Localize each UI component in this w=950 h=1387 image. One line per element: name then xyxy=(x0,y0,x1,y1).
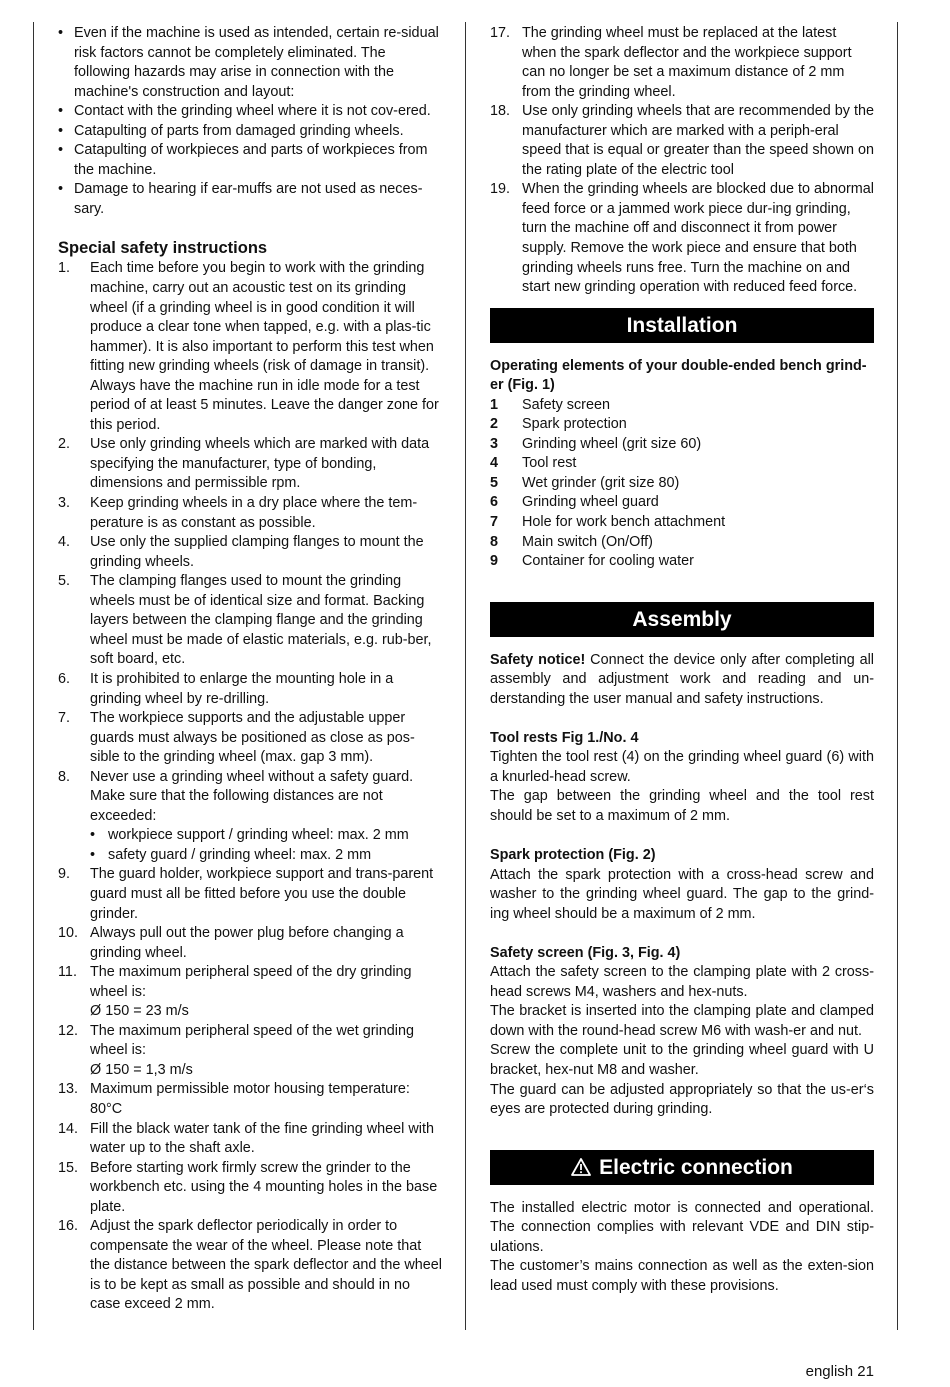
safety-item xyxy=(490,180,874,297)
part-item xyxy=(490,533,874,553)
item-number: 15. xyxy=(58,1159,79,1176)
part-label: Safety screen xyxy=(522,396,610,413)
safety-item xyxy=(490,102,874,180)
left-margin-rule xyxy=(33,22,34,1330)
safety-item xyxy=(58,494,442,533)
item-number: 17. xyxy=(490,25,511,41)
special-safety-list xyxy=(58,259,442,1315)
safety-screen-text: The guard can be adjusted appropriately so that the us-er‘s eyes are protected during grinding. xyxy=(490,1081,874,1118)
safety-item xyxy=(58,533,442,572)
item-text: The maximum peripheral speed of the dry grinding wheel is: xyxy=(90,964,412,1000)
part-number: 4 xyxy=(490,455,499,472)
item-number: 8. xyxy=(58,768,71,785)
item-number: 16. xyxy=(58,1218,79,1235)
item-number: 1. xyxy=(58,260,71,277)
assembly-heading: Assembly xyxy=(490,602,874,637)
safety-item xyxy=(58,435,442,494)
part-number: 3 xyxy=(490,435,499,452)
hazard-item: • Even if the machine is used as intended, certain re-sidual risk factors cannot be completely eliminated. The following hazards may arise in connection with the machine's construction and layout: xyxy=(58,24,442,102)
left-column xyxy=(58,24,442,1315)
item-number: 6. xyxy=(58,670,71,687)
part-number: 9 xyxy=(490,553,499,570)
item-number: 10. xyxy=(58,925,79,942)
item-number: 19. xyxy=(490,181,511,198)
item-text: The workpiece supports and the adjustable upper guards must always be positioned as close as pos-sible to the grinding wheel (max. gap 3 mm). xyxy=(90,710,415,766)
part-number: 1 xyxy=(490,396,499,413)
part-number: 8 xyxy=(490,533,499,550)
item-text: Never use a grinding wheel without a safety guard. Make sure that the following distances are not exceeded: xyxy=(90,768,414,824)
safety-item xyxy=(58,1080,442,1119)
item-text: The maximum peripheral speed of the wet grinding wheel is: xyxy=(90,1022,414,1059)
item-number: 13. xyxy=(58,1081,79,1098)
safety-screen-text: Screw the complete unit to the grinding wheel guard with U bracket, hex-nut M8 and washer. xyxy=(490,1042,874,1079)
item-number: 7. xyxy=(58,710,71,727)
part-number: 2 xyxy=(490,416,499,433)
safety-item xyxy=(58,1159,442,1218)
spark-protection-text: Attach the spark protection with a cross-head screw and washer to the grinding wheel guard. The gap to the grind-ing wheel should be a maximum of 2 mm. xyxy=(490,866,874,922)
item-text: Use only grinding wheels which are marked with data specifying the manufacturer, type of bonding, dimensions and permissible rpm. xyxy=(90,436,430,492)
safety-item xyxy=(58,1022,442,1081)
item-number: 12. xyxy=(58,1022,79,1039)
safety-item xyxy=(58,259,442,435)
item-text: Always pull out the power plug before changing a grinding wheel. xyxy=(90,925,404,961)
right-column xyxy=(490,24,874,1296)
item-text: The grinding wheel must be replaced at the latest when the spark deflector and the workpiece support can no longer be set a maximum distance of 2 mm from the grinding wheel. xyxy=(522,25,852,100)
electric-connection-title: Electric connection xyxy=(599,1155,793,1179)
right-margin-rule xyxy=(897,22,898,1330)
part-item xyxy=(490,552,874,572)
part-label: Spark protection xyxy=(522,416,627,433)
item-number: 18. xyxy=(490,103,511,120)
item-text: Adjust the spark deflector periodically in order to compensate the wear of the wheel. Please note that the distance between the spark deflector and the wheel is to be kept as small as possible and should in no case exceed 2 mm. xyxy=(90,1218,443,1313)
part-item xyxy=(490,513,874,533)
safety-notice-text: Connect the device only after completing all assembly and adjustment work and reading and un-derstanding the user manual and safety instructions. xyxy=(490,651,874,707)
part-label: Wet grinder (grit size 80) xyxy=(522,474,680,491)
part-item xyxy=(490,493,874,513)
safety-item xyxy=(58,963,442,1022)
speed-value: Ø 150 = 1,3 m/s xyxy=(90,1061,193,1078)
safety-item xyxy=(490,24,874,102)
electric-connection-heading xyxy=(490,1150,874,1185)
part-item xyxy=(490,415,874,435)
item-body xyxy=(90,768,442,866)
page-number: english 21 xyxy=(805,1363,874,1380)
safety-item xyxy=(58,1120,442,1159)
installation-heading: Installation xyxy=(490,308,874,343)
part-item xyxy=(490,396,874,416)
item-number: 4. xyxy=(58,534,71,551)
distance-item: • workpiece support / grinding wheel: max. 2 mm xyxy=(90,826,442,846)
safety-item xyxy=(58,865,442,924)
part-number: 5 xyxy=(490,474,499,491)
operating-elements-subtitle: Operating elements of your double-ended bench grind-er (Fig. 1) xyxy=(490,357,867,394)
safety-item xyxy=(58,768,442,866)
part-item xyxy=(490,435,874,455)
safety-screen-text: The bracket is inserted into the clamping plate and clamped down with the round-head screw M6 with wash-er and nut. xyxy=(490,1003,874,1039)
item-number: 5. xyxy=(58,573,71,590)
tool-rests-text: Tighten the tool rest (4) on the grinding wheel guard (6) with a knurled-head screw. xyxy=(490,749,874,785)
item-text: Maximum permissible motor housing temperature: 80°C xyxy=(90,1081,410,1117)
special-safety-heading: Special safety instructions xyxy=(58,239,268,258)
parts-list xyxy=(490,396,874,572)
tool-rests-text: The gap between the grinding wheel and the tool rest should be set to a maximum of 2 mm. xyxy=(490,788,874,824)
part-label: Container for cooling water xyxy=(522,553,694,570)
item-number: 3. xyxy=(58,495,71,512)
hazard-item: • Contact with the grinding wheel where it is not cov-ered. xyxy=(58,102,442,122)
hazard-item: • Damage to hearing if ear-muffs are not used as neces-sary. xyxy=(58,180,442,219)
item-text: It is prohibited to enlarge the mounting hole in a grinding wheel by re-drilling. xyxy=(90,670,394,707)
hazard-list xyxy=(58,24,442,219)
item-number: 11. xyxy=(58,964,77,981)
item-number: 9. xyxy=(58,866,71,883)
safety-item xyxy=(58,924,442,963)
item-text: Before starting work firmly screw the grinder to the workbench etc. using the 4 mounting holes in the base plate. xyxy=(90,1159,438,1215)
item-text: The clamping flanges used to mount the grinding wheels must be of identical size and format. Backing layers between the clamping flange and the grinding wheel must be made of elastic materials, e.g. rub-ber, soft board, etc. xyxy=(90,573,432,668)
safety-item xyxy=(58,709,442,768)
item-text: Use only the supplied clamping flanges to mount the grinding wheels. xyxy=(90,534,424,570)
part-label: Hole for work bench attachment xyxy=(522,514,726,531)
part-label: Main switch (On/Off) xyxy=(522,533,653,550)
item-text: The guard holder, workpiece support and trans-parent guard must all be fitted before you use the double grinder. xyxy=(90,866,434,922)
safety-list-continued xyxy=(490,24,874,298)
hazard-item: • Catapulting of workpieces and parts of workpieces from the machine. xyxy=(58,141,442,180)
electric-connection-text: The installed electric motor is connected and operational. The connection complies with relevant VDE and DIN stip-ulations. xyxy=(490,1199,874,1255)
distance-item: • safety guard / grinding wheel: max. 2 mm xyxy=(90,846,442,866)
item-text: Use only grinding wheels that are recommended by the manufacturer which are marked with a periph-eral speed that is equal or greater than the speed shown on the rating plate of the electric tool xyxy=(522,103,875,178)
item-text: Keep grinding wheels in a dry place where the tem-perature is as constant as possible. xyxy=(90,495,418,531)
electric-connection-text: The customer’s mains connection as well as the exten-sion lead used must comply with these provisions. xyxy=(490,1258,874,1294)
item-text: Each time before you begin to work with the grinding machine, carry out an acoustic test on its grinding wheel (if a grinding wheel is in good condition it will produce a clear tone when tapped, e.g. with a plas-tic hammer). It is also important to perform this test when fitting new grinding wheels (risk of damage in transit). Always have the machine run in idle mode for a test period of at least 5 minutes. Leave the danger zone for this period. xyxy=(90,260,439,433)
safety-item xyxy=(58,1217,442,1315)
safety-item xyxy=(58,572,442,670)
part-number: 6 xyxy=(490,494,499,511)
item-text: When the grinding wheels are blocked due to abnormal feed force or a jammed work piece dur-ing grinding, turn the machine off and disconnect it from power supply. Remove the work piece and ensure that both grinding wheels runs free. Turn the machine on and start new grinding operation with reduced feed force. xyxy=(522,181,874,296)
safety-screen-heading: Safety screen (Fig. 3, Fig. 4) xyxy=(490,944,681,961)
item-text: Fill the black water tank of the fine grinding wheel with water up to the shaft axle. xyxy=(90,1120,434,1157)
part-number: 7 xyxy=(490,514,499,531)
part-item xyxy=(490,474,874,494)
spark-protection-heading: Spark protection (Fig. 2) xyxy=(490,847,656,864)
warning-triangle-icon xyxy=(571,1150,591,1185)
part-label: Tool rest xyxy=(522,455,577,472)
speed-value: Ø 150 = 23 m/s xyxy=(90,1003,189,1020)
tool-rests-heading: Tool rests Fig 1./No. 4 xyxy=(490,729,639,746)
hazard-item: • Catapulting of parts from damaged grinding wheels. xyxy=(58,122,442,142)
part-item xyxy=(490,454,874,474)
item-body xyxy=(90,1022,442,1081)
part-label: Grinding wheel guard xyxy=(522,494,659,511)
safety-screen-text: Attach the safety screen to the clamping plate with 2 cross-head screws M4, washers and hex-nuts. xyxy=(490,964,874,1000)
safety-notice-label: Safety notice! xyxy=(490,651,586,668)
part-label: Grinding wheel (grit size 60) xyxy=(522,435,702,452)
item-number: 2. xyxy=(58,436,71,453)
item-number: 14. xyxy=(58,1120,79,1137)
safety-notice xyxy=(490,651,874,710)
safety-item xyxy=(58,670,442,709)
column-divider-rule xyxy=(465,22,466,1330)
distance-list xyxy=(90,826,442,865)
item-body xyxy=(90,963,442,1022)
